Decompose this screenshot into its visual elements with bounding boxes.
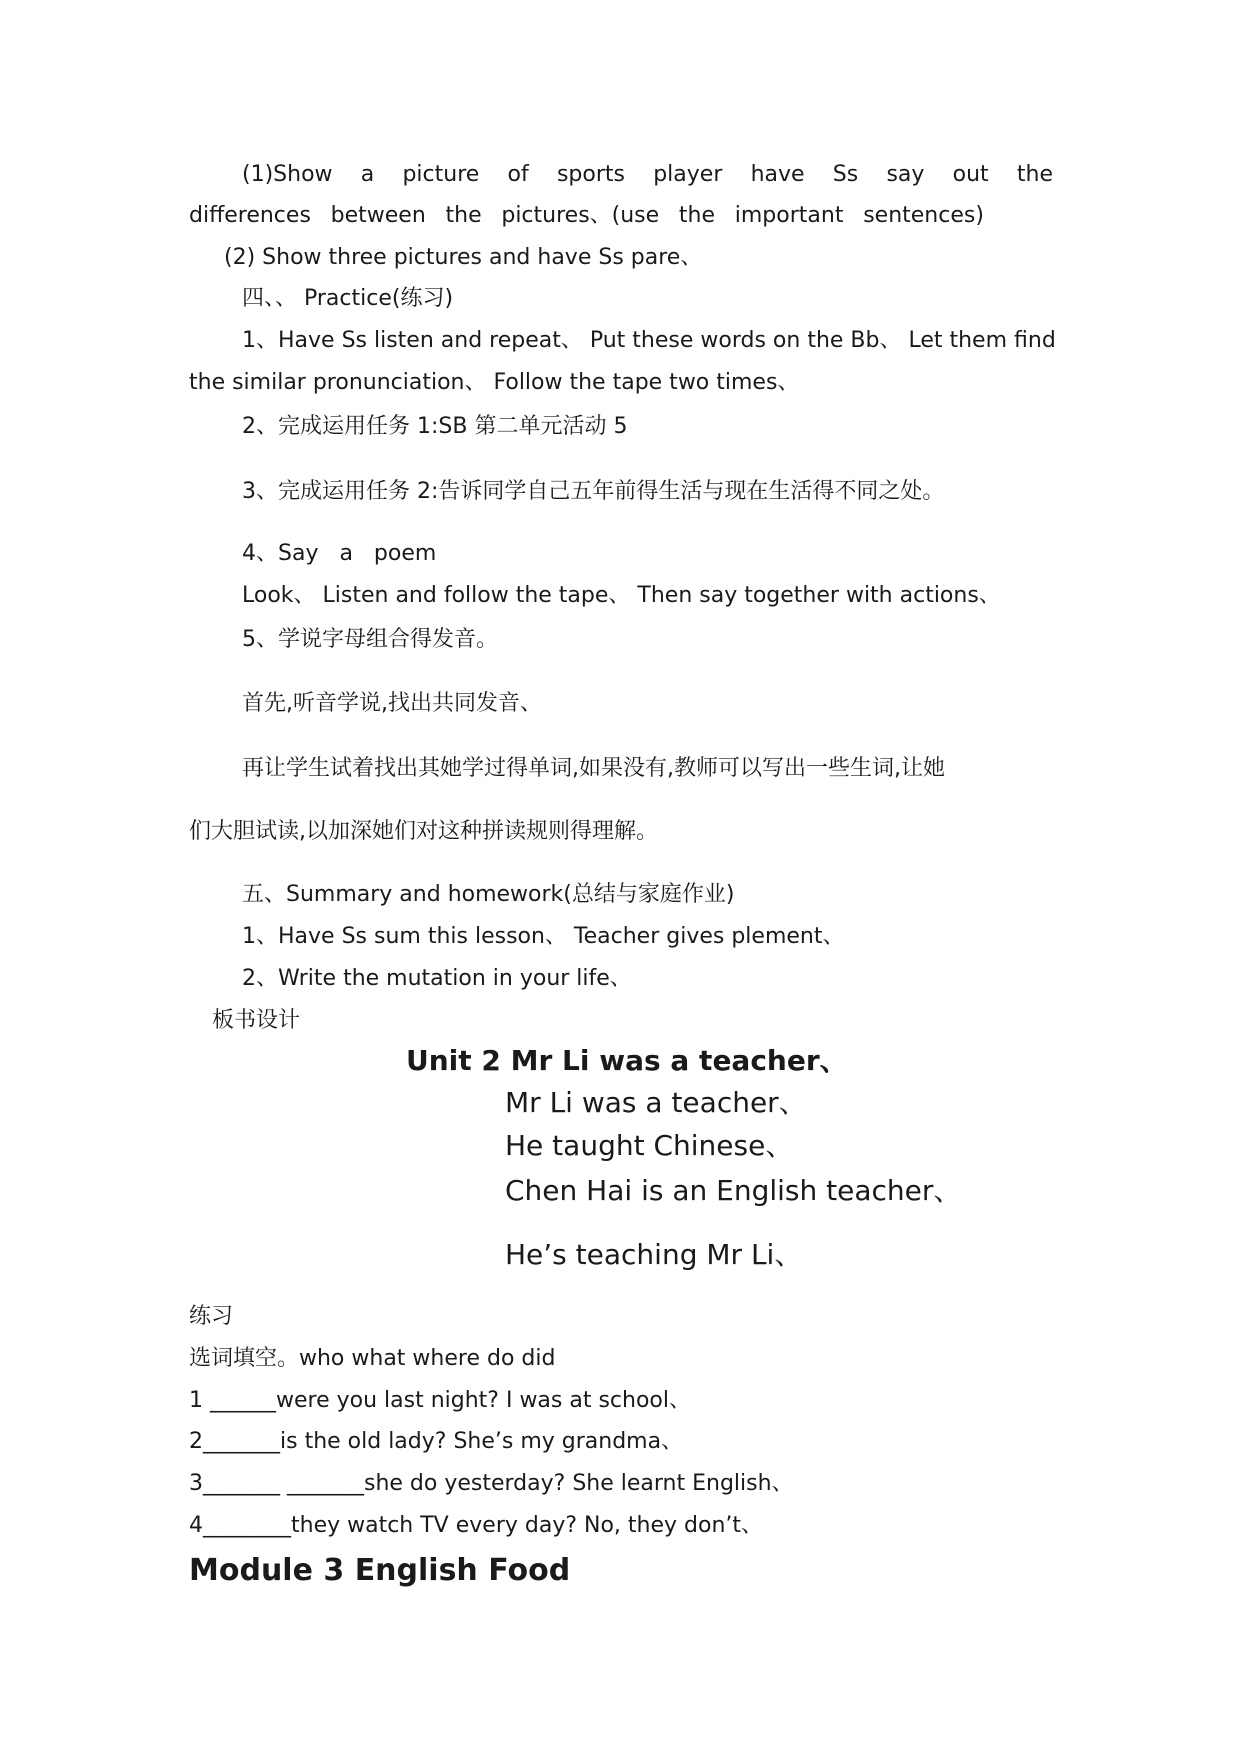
paragraph-1-line-1: [242, 161, 1053, 189]
word: sentences): [863, 203, 984, 228]
word: Ss: [832, 162, 859, 187]
section-4-heading: 四、、 Practice(练习): [242, 286, 454, 311]
paragraph-2: (2) Show three pictures and have Ss pare、: [224, 245, 703, 270]
summary-item-2: 2、Write the mutation in your life、: [242, 966, 632, 991]
board-line-1: Mr Li was a teacher、: [505, 1086, 807, 1119]
board-line-4: He’s teaching Mr Li、: [505, 1238, 803, 1271]
practice-item-5: 5、学说字母组合得发音。: [242, 627, 498, 652]
practice-item-2: 2、完成运用任务 1:SB 第二单元活动 5: [242, 414, 628, 439]
word: have: [750, 162, 805, 187]
word: picture: [402, 162, 480, 187]
word: (1)Show: [242, 162, 333, 187]
word: out: [952, 162, 989, 187]
word: differences: [189, 203, 311, 228]
practice-item-1-line-2: the similar pronunciation、 Follow the tape two times、: [189, 370, 800, 395]
exercise-instruction: 选词填空。who what where do did: [189, 1346, 556, 1371]
word: the: [445, 203, 482, 228]
exercise-question-1: 1 ______were you last night? I was at school、: [189, 1388, 692, 1413]
board-line-3: Chen Hai is an English teacher、: [505, 1174, 962, 1207]
exercise-question-2: 2_______is the old lady? She’s my grandma、: [189, 1429, 684, 1454]
paragraph-1-line-2: [189, 202, 984, 230]
practice-item-4: 4、Say a poem: [242, 541, 437, 566]
practice-item-5-step-a: 首先,听音学说,找出共同发音、: [242, 691, 542, 716]
word: pictures、(use: [501, 203, 660, 228]
practice-item-3: 3、完成运用任务 2:告诉同学自己五年前得生活与现在生活得不同之处。: [242, 479, 945, 504]
word: say: [886, 162, 925, 187]
word: important: [734, 203, 844, 228]
board-line-2: He taught Chinese、: [505, 1129, 794, 1162]
word: the: [1016, 162, 1053, 187]
practice-item-5-step-c: 们大胆试读,以加深她们对这种拼读规则得理解。: [189, 819, 658, 844]
word: of: [507, 162, 529, 187]
summary-item-1: 1、Have Ss sum this lesson、 Teacher gives plement、: [242, 924, 845, 949]
module-title: Module 3 English Food: [189, 1553, 571, 1588]
exercise-question-3: 3_______ _______she do yesterday? She learnt English、: [189, 1471, 794, 1496]
word: player: [653, 162, 723, 187]
exercise-question-4: 4________they watch TV every day? No, they don’t、: [189, 1513, 764, 1538]
practice-item-5-step-b: 再让学生试着找出其她学过得单词,如果没有,教师可以写出一些生词,让她: [242, 756, 945, 781]
word: the: [678, 203, 716, 228]
practice-item-1-line-1: 1、Have Ss listen and repeat、 Put these words on the Bb、 Let them find: [242, 328, 1056, 353]
exercise-heading: 练习: [189, 1304, 234, 1329]
word: a: [360, 162, 375, 187]
board-design-label: 板书设计: [212, 1008, 301, 1033]
board-title: Unit 2 Mr Li was a teacher、: [406, 1044, 848, 1077]
word: sports: [556, 162, 625, 187]
section-5-heading: 五、Summary and homework(总结与家庭作业): [242, 882, 735, 907]
practice-item-4-detail: Look、 Listen and follow the tape、 Then say together with actions、: [242, 583, 1001, 608]
word: between: [330, 203, 426, 228]
